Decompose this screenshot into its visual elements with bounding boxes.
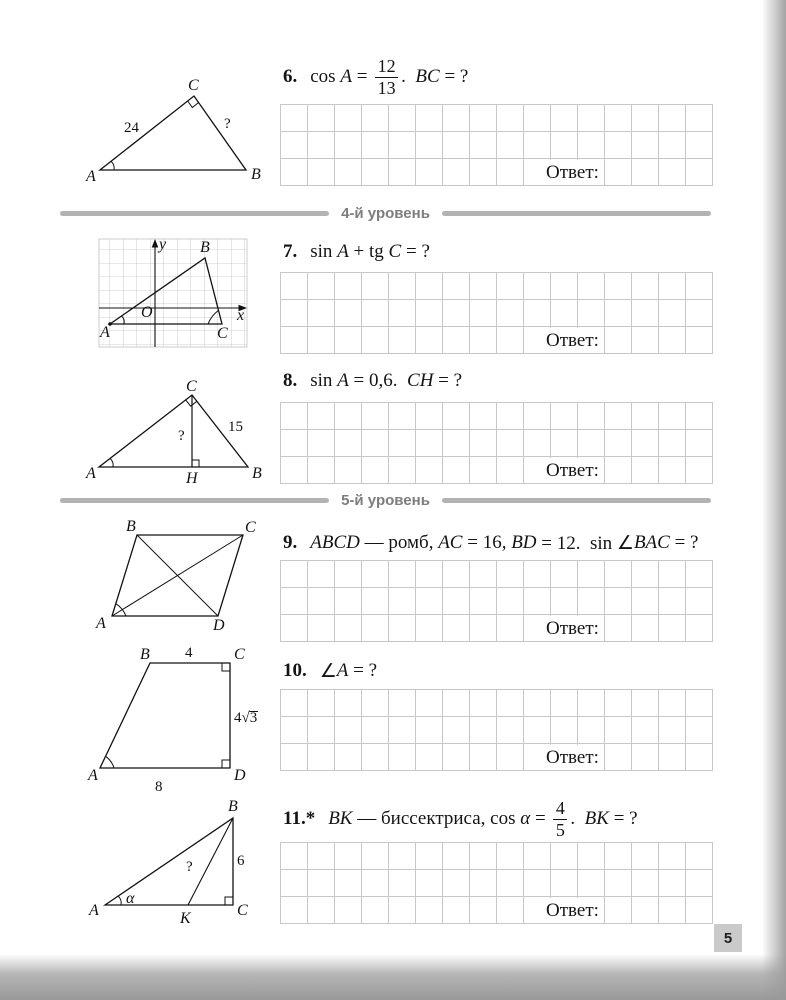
- answer-label: Ответ:: [542, 898, 603, 923]
- problem-11-statement: [283, 796, 638, 842]
- right-angle-mark-c: [186, 400, 197, 406]
- scan-edge-bottom: [0, 954, 786, 1000]
- vertex-label-a: A: [88, 767, 98, 784]
- vertex-label-c: C: [188, 77, 199, 94]
- answer-label: Ответ:: [542, 745, 603, 770]
- answer-grid-7: [280, 272, 713, 354]
- angle-arc-a: [116, 604, 126, 616]
- level-4-label: 4-й уровень: [341, 204, 430, 222]
- vertex-label-b: B: [126, 518, 136, 535]
- answer-grid-11: [280, 842, 713, 924]
- triangle-outline: [99, 395, 248, 467]
- problem-8-statement: [283, 369, 462, 393]
- divider-bar-left: [60, 211, 329, 216]
- fraction-numerator: 12: [375, 56, 398, 77]
- axis-label-y: y: [159, 236, 167, 253]
- vertex-label-d: D: [234, 767, 246, 784]
- angle-arc-a: [111, 161, 114, 170]
- problem-8-number: 8.: [283, 370, 298, 391]
- answer-grid-8: [280, 402, 713, 484]
- figure-problem-9-rhombus: [92, 518, 262, 638]
- vertex-label-b: B: [140, 646, 150, 663]
- fraction: [553, 798, 567, 839]
- problem-9-math: [310, 532, 698, 555]
- triangle-outline: [105, 818, 233, 905]
- figure-problem-7-coordinate-plane: [96, 236, 251, 351]
- math-var: A: [336, 660, 349, 681]
- angle-arc-alpha: [118, 896, 121, 905]
- answer-grid-9: [280, 560, 713, 642]
- math-text: .: [570, 808, 585, 829]
- problem-7-math: [310, 241, 430, 263]
- problem-11-math: [328, 798, 637, 839]
- math-text: sin: [310, 370, 338, 391]
- divider-bar-right: [442, 498, 711, 503]
- angle-arc-a: [110, 458, 113, 467]
- side-unknown-cb: ?: [224, 116, 231, 132]
- math-text: =: [530, 808, 551, 829]
- problem-9-statement: [283, 531, 699, 555]
- bisector-bk: [188, 818, 233, 905]
- vertex-label-a: A: [100, 324, 110, 341]
- math-var: BK: [584, 808, 609, 829]
- math-text: — ромб,: [359, 532, 439, 553]
- problem-10-statement: [283, 659, 377, 683]
- math-text: = ?: [401, 241, 430, 262]
- math-text: = ?: [608, 808, 638, 829]
- math-var: CH: [407, 370, 434, 391]
- level-divider-4: [60, 204, 711, 222]
- math-text: =: [351, 66, 373, 87]
- right-angle-mark-h: [192, 460, 199, 467]
- math-var: ABCD: [310, 532, 360, 553]
- fraction-denominator: 5: [555, 819, 565, 840]
- math-text: = ?: [439, 66, 469, 87]
- right-angle-mark-c: [225, 897, 233, 905]
- figure-problem-6-triangle: [82, 78, 267, 183]
- answer-label: Ответ:: [542, 160, 603, 185]
- angle-arc-a: [106, 756, 114, 768]
- vertex-label-b: B: [200, 239, 210, 256]
- math-var: BK: [328, 808, 353, 829]
- right-angle-mark-d: [222, 760, 230, 768]
- level-5-label: 5-й уровень: [341, 491, 430, 509]
- side-length-ac: 24: [124, 120, 139, 136]
- answer-grid-6: [280, 104, 713, 186]
- math-text: .: [401, 66, 416, 87]
- altitude-unknown: ?: [178, 428, 185, 444]
- math-var: BAC: [633, 532, 670, 553]
- math-text: = 0,6.: [348, 370, 408, 391]
- math-var: C: [388, 241, 402, 262]
- math-var: BC: [415, 66, 440, 87]
- point-label-k: K: [180, 910, 191, 927]
- axis-label-x: x: [237, 307, 245, 324]
- vertex-label-b: B: [252, 465, 262, 482]
- scan-edge-right: [762, 0, 786, 1000]
- side-length-cb: 15: [228, 419, 243, 435]
- right-angle-mark-c: [222, 663, 230, 671]
- vertex-label-b: B: [251, 166, 261, 183]
- problem-8-math: [310, 370, 462, 392]
- level-divider-5: [60, 491, 711, 509]
- math-text: = ?: [433, 370, 463, 391]
- answer-grid-10: [280, 689, 713, 771]
- trapezoid-outline: [100, 663, 230, 768]
- math-var: A: [340, 66, 352, 87]
- side-length-bc: 4: [185, 645, 193, 661]
- angle-label-alpha: α: [126, 890, 135, 907]
- page-number: 5: [714, 924, 742, 952]
- math-var: AC: [438, 532, 463, 553]
- math-var: A: [337, 241, 349, 262]
- side-length-ad: 8: [155, 779, 163, 795]
- problem-11-number: 11.*: [283, 808, 316, 829]
- math-text: = ?: [669, 532, 699, 553]
- problem-10-number: 10.: [283, 660, 307, 681]
- vertex-label-b: B: [228, 798, 238, 815]
- fraction-numerator: 4: [553, 798, 567, 819]
- math-var: BD: [511, 532, 537, 553]
- bisector-unknown: ?: [186, 859, 193, 875]
- diagonal-bd: [137, 535, 218, 616]
- vertex-label-a: A: [86, 465, 96, 482]
- math-text: = 16,: [462, 532, 512, 553]
- problem-10-math: [320, 660, 377, 683]
- side-length-bc: 6: [237, 853, 245, 869]
- math-text: cos: [310, 66, 341, 87]
- vertex-label-c: C: [245, 519, 256, 536]
- math-text: — биссектриса, cos: [352, 808, 521, 829]
- problem-6-number: 6.: [283, 66, 298, 87]
- triangle-outline: [100, 96, 246, 170]
- math-text: + tg: [348, 241, 389, 262]
- math-text: ∠: [319, 660, 337, 682]
- divider-bar-left: [60, 498, 329, 503]
- vertex-label-c: C: [217, 325, 228, 342]
- origin-label: O: [141, 304, 153, 321]
- problem-7-number: 7.: [283, 241, 298, 262]
- answer-label: Ответ:: [542, 458, 603, 483]
- vertex-label-c: C: [186, 378, 197, 395]
- vertex-label-a: A: [89, 902, 99, 919]
- fraction-denominator: 13: [377, 77, 396, 98]
- math-text: = ?: [348, 660, 378, 681]
- vertex-label-a: A: [86, 168, 96, 185]
- problem-7-statement: [283, 240, 430, 264]
- vertex-label-c: C: [237, 902, 248, 919]
- problem-6-statement: [283, 54, 468, 100]
- answer-label: Ответ:: [542, 328, 603, 353]
- figure-problem-11-triangle-with-bisector: [88, 798, 263, 926]
- vertex-label-d: D: [213, 617, 225, 634]
- answer-label: Ответ:: [542, 616, 603, 641]
- figure-problem-8-triangle-with-altitude: [82, 378, 267, 488]
- math-text: = 12. sin ∠: [536, 532, 634, 554]
- side-length-cd: 4√3: [234, 710, 258, 726]
- divider-bar-right: [442, 211, 711, 216]
- math-var: α: [520, 808, 531, 829]
- foot-label-h: H: [186, 470, 198, 487]
- math-var: A: [337, 370, 349, 391]
- vertex-label-a: A: [96, 615, 106, 632]
- vertex-label-c: C: [234, 646, 245, 663]
- problem-6-math: [310, 56, 468, 97]
- fraction: [375, 56, 398, 97]
- figure-problem-10-trapezoid: [88, 643, 263, 795]
- math-text: sin: [310, 241, 338, 262]
- problem-9-number: 9.: [283, 532, 298, 553]
- right-angle-mark-c: [188, 101, 199, 108]
